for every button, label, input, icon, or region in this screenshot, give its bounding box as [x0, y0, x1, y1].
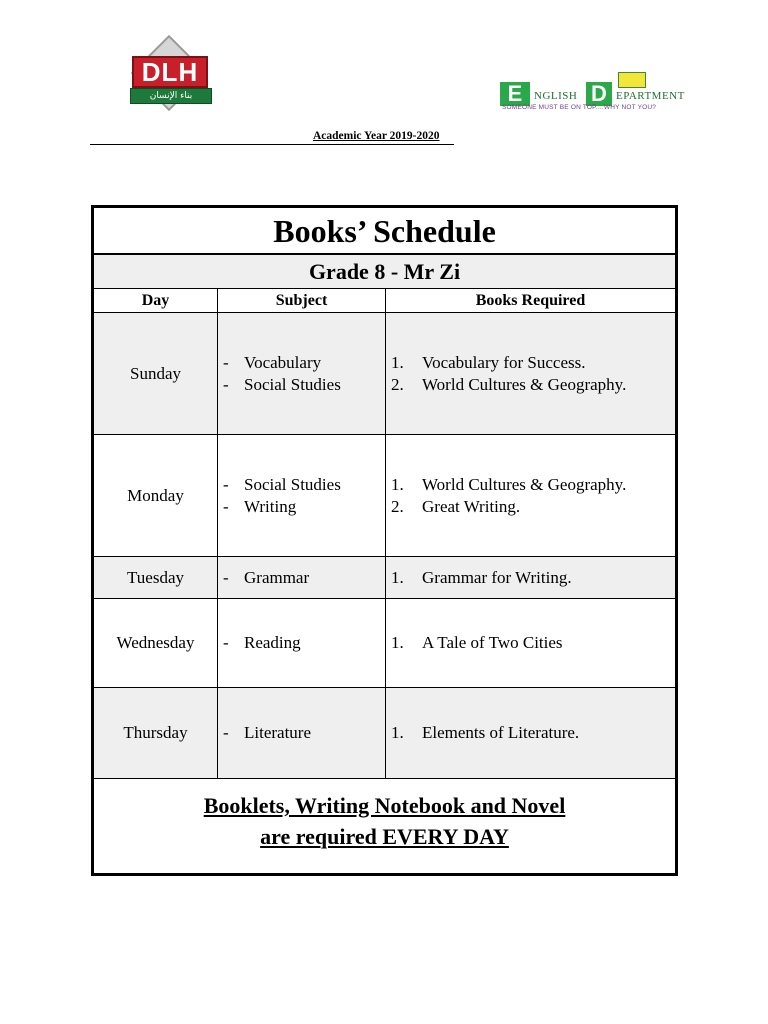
logo-tagline: SOMEONE MUST BE ON TOP....WHY NOT YOU?	[502, 104, 657, 111]
list-text: Vocabulary	[244, 352, 322, 372]
list-text: A Tale of Two Cities	[422, 633, 563, 652]
list-marker: 1.	[391, 723, 404, 742]
footer-line-1: Booklets, Writing Notebook and Novel	[203, 793, 566, 818]
list-text: World Cultures & Geography.	[422, 374, 627, 394]
header-books: Books Required	[475, 292, 586, 309]
list-marker: -	[223, 352, 229, 372]
logo-word-english: NGLISH	[534, 90, 578, 102]
schedule-table	[91, 205, 678, 876]
english-department-logo	[500, 70, 685, 114]
books-cell	[386, 313, 675, 434]
header-rule	[90, 144, 454, 145]
logo-word-department: EPARTMENT	[616, 90, 685, 102]
day-cell: Tuesday	[94, 557, 218, 598]
list-item	[218, 352, 385, 374]
list-marker: 1.	[391, 633, 404, 652]
list-marker: 1.	[391, 474, 404, 494]
list-item	[218, 722, 385, 744]
list-text: Elements of Literature.	[422, 723, 580, 742]
list-text: Vocabulary for Success.	[422, 352, 586, 372]
list-marker: -	[223, 374, 229, 394]
subject-cell	[218, 688, 386, 778]
table-row	[94, 313, 675, 435]
list-marker: -	[223, 474, 229, 494]
list-item	[386, 352, 675, 374]
logo-letters: DLH	[141, 57, 199, 87]
list-item	[386, 496, 675, 518]
list-item	[218, 567, 385, 589]
day-cell: Monday	[94, 435, 218, 556]
books-cell	[386, 599, 675, 687]
subject-cell	[218, 313, 386, 434]
list-item	[218, 496, 385, 518]
chalkboard-icon	[618, 72, 646, 88]
list-marker: -	[223, 723, 229, 742]
table-row	[94, 557, 675, 599]
list-item	[218, 632, 385, 654]
list-item	[386, 374, 675, 396]
list-text: Social Studies	[244, 474, 341, 494]
logo-letter-e: E	[500, 82, 530, 106]
list-item	[386, 474, 675, 496]
subject-cell	[218, 557, 386, 598]
list-item	[386, 722, 675, 744]
header-subject: Subject	[218, 289, 386, 312]
list-marker: 1.	[391, 567, 404, 587]
table-row	[94, 688, 675, 779]
logo-letter-d: D	[586, 82, 612, 106]
dlh-logo	[124, 44, 214, 114]
list-text: Reading	[244, 633, 301, 652]
header-day: Day	[94, 289, 218, 312]
list-item	[218, 374, 385, 396]
table-row	[94, 599, 675, 688]
list-marker: 2.	[391, 374, 404, 394]
list-marker: -	[223, 496, 229, 516]
books-cell	[386, 435, 675, 556]
logo-arabic-band: بناء الإنسان	[130, 88, 212, 104]
table-header-row	[94, 289, 675, 313]
academic-year: Academic Year 2019-2020	[313, 130, 440, 142]
list-marker: 2.	[391, 496, 404, 516]
schedule-title: Books’ Schedule	[94, 208, 675, 255]
list-marker: -	[223, 567, 229, 587]
list-text: Writing	[244, 496, 297, 516]
day-cell: Sunday	[94, 313, 218, 434]
list-text: Grammar for Writing.	[422, 567, 572, 587]
subject-cell	[218, 435, 386, 556]
list-text: Literature	[244, 723, 312, 742]
books-cell	[386, 688, 675, 778]
schedule-footer	[94, 779, 675, 873]
list-text: World Cultures & Geography.	[422, 474, 627, 494]
subject-cell	[218, 599, 386, 687]
list-item	[386, 632, 675, 654]
list-marker: 1.	[391, 352, 404, 372]
day-cell: Wednesday	[94, 599, 218, 687]
list-text: Great Writing.	[422, 496, 521, 516]
day-cell: Thursday	[94, 688, 218, 778]
footer-line-2: are required EVERY DAY	[260, 824, 509, 849]
list-text: Grammar	[244, 567, 310, 587]
list-marker: -	[223, 633, 229, 652]
list-text: Social Studies	[244, 374, 341, 394]
table-row	[94, 435, 675, 557]
schedule-subtitle: Grade 8 - Mr Zi	[94, 255, 675, 289]
list-item	[386, 567, 675, 589]
list-item	[218, 474, 385, 496]
books-cell	[386, 557, 675, 598]
